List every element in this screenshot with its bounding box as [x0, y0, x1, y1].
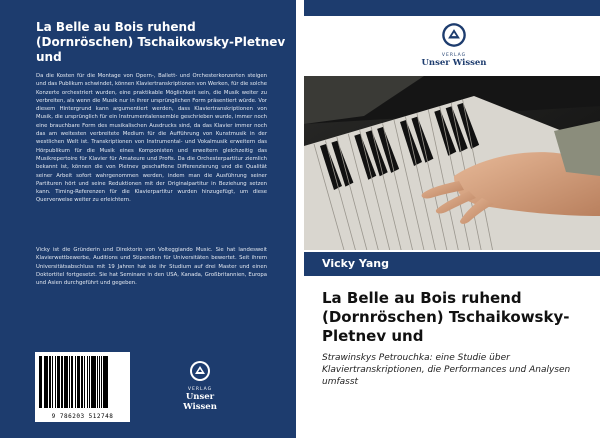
barcode-bars — [39, 356, 126, 408]
author-bio: Vicky ist die Gründerin und Direktorin von Volteggiando Music. Sie hat landesweit Klavierwettbewerbe, Auditions und Stipendien für Universitäten bewertet. Seit ihrem Universitätsabschluss mit 19 Jahren hat sie ihr Studium auf drei Master und einen Doktortitel fortgesetzt. Sie hat Seminare in den USA, Kanada, Großbritannien, Europa und Asien durchgeführt und gegeben. — [36, 247, 267, 287]
barcode-bar — [71, 356, 73, 408]
barcode-bar — [59, 356, 60, 408]
barcode-bar — [67, 356, 68, 408]
publisher-name: Unser Wissen — [183, 392, 217, 412]
barcode-bar — [106, 356, 108, 408]
publisher-verlag: VERLAG — [441, 53, 467, 58]
book-emblem-icon — [441, 22, 467, 48]
barcode-bar — [81, 356, 83, 408]
spine — [296, 0, 304, 438]
author-band — [304, 252, 600, 276]
barcode-bar — [49, 356, 51, 408]
barcode-bar — [41, 356, 42, 408]
isbn-barcode — [35, 352, 130, 422]
barcode-bar — [84, 356, 85, 408]
piano-hands-image — [304, 76, 600, 250]
front-title: La Belle au Bois ruhend (Dornröschen) Tschaikowsky-Pletnev und — [322, 289, 570, 345]
publisher-verlag: VERLAG — [187, 387, 213, 392]
author-name: Vicky Yang — [322, 257, 390, 270]
publisher-name: Unser Wissen — [421, 58, 487, 68]
back-cover-title: La Belle au Bois ruhend (Dornröschen) Tschaikowsky-Pletnev und — [36, 20, 286, 64]
barcode-bar — [99, 356, 100, 408]
back-cover-blurb: Da die Kosten für die Montage von Opern-, Ballett- und Orchesterkonzerten steigen und das Publikum schwindet, können Klaviertranskriptionen von Werken, für die solche Konzerte orchestriert wurden, eine praktikable Möglichkeit sein, die Musik weiter zu verbreiten, als wenn die Musik nur in ihrer ursprünglichen Form präsentiert würde. Vor diesem Hintergrund kann argumentiert werden, dass Klaviertranskriptionen von Musik, die ursprünglich für ein Instrumentalensemble geschrieben wurde, immer noch eine brauchbare Form des musikalischen Ausdrucks sind, da das Klavier immer noch das am weitesten verbreitete Medium für die Aufführung von Kunstmusik in der westlichen Welt ist. Transkriptionen von Instrumental- und Vokalmusik erweitern das Hörpublikum für die Musik eines Komponisten und erweitern gleichzeitig das Musikrepertoire für Klavier für Amateure und Profis. Da die Orchesterpartitur ziemlich bekannt ist, können die von Pletnev geschaffene Differenzierung und die Qualität seiner Arbeit sofort wahrgenommen werden, indem man die Ausführung seiner Partituren hört und seine Reduktionen mit der Originalpartitur in Beziehung setzen kann. Timing-Referenzen für die Klavierpartitur wurden hinzugefügt, um diese Querverweise weiter zu erleichtern. — [36, 73, 267, 204]
front-publisher-logo — [414, 22, 494, 68]
barcode-bar — [97, 356, 98, 408]
front-top-band — [304, 0, 600, 16]
barcode-bar — [87, 356, 88, 408]
barcode-bar — [52, 356, 53, 408]
book-emblem-icon — [189, 360, 211, 382]
front-cover — [304, 0, 600, 438]
isbn-number: 9 786203 512748 — [51, 413, 114, 420]
piano-photo — [304, 76, 600, 250]
back-publisher-logo — [170, 360, 230, 412]
front-subtitle: Strawinskys Petrouchka: eine Studie über Klaviertranskriptionen, die Performances und Analysen umfasst — [322, 353, 571, 387]
back-cover — [0, 0, 296, 438]
